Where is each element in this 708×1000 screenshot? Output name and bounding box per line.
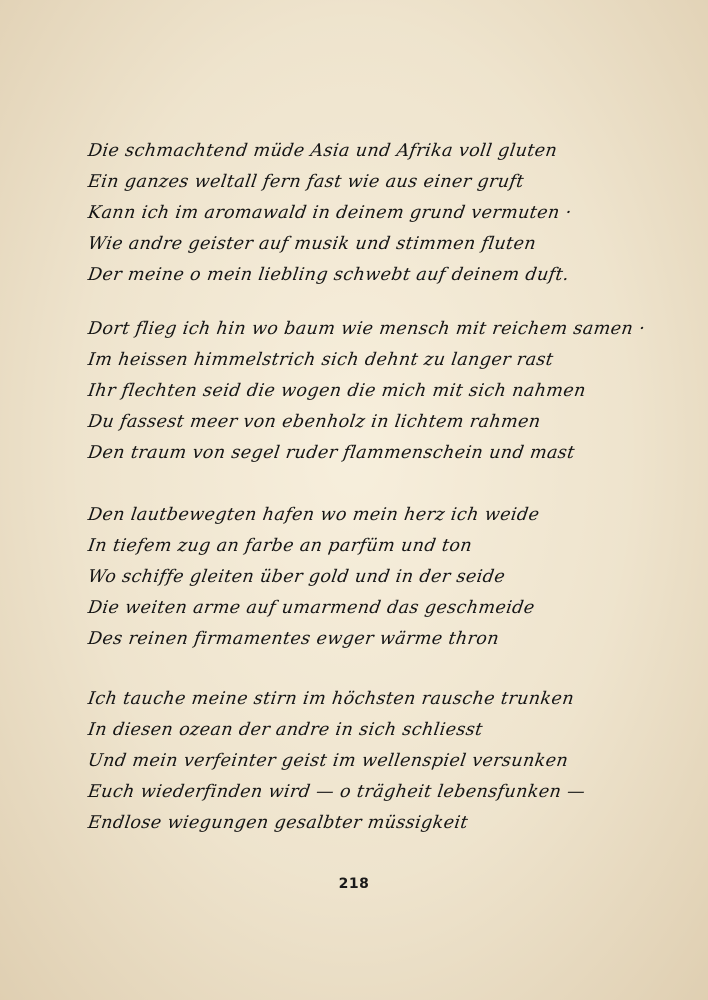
verse-line: Wie andre geister auf musik und stimmen fluten — [86, 234, 538, 254]
verse-line: Der meine o mein liebling schwebt auf deinem duft. — [86, 265, 571, 285]
page-number: 218 — [338, 876, 370, 892]
stanza-3 — [88, 500, 668, 655]
verse-line: Den traum von segel ruder flammenschein und mast — [86, 443, 577, 463]
verse-line: Ihr flechten seid die wogen die mich mit sich nahmen — [86, 381, 588, 401]
verse-line: Ich tauche meine stirn im höchsten rausche trunken — [86, 689, 576, 709]
verse-line: Und mein verfeinter geist im wellenspiel versunken — [86, 751, 570, 771]
verse-line: Des reinen firmamentes ewger wärme thron — [86, 629, 501, 649]
verse-line: In tiefem zug an farbe an parfüm und ton — [86, 536, 474, 556]
verse-line: Die schmachtend müde Asia und Afrika voll gluten — [86, 141, 559, 161]
verse-line: Kann ich im aromawald in deinem grund vermuten · — [86, 203, 573, 223]
stanza-2 — [88, 314, 668, 469]
verse-line: In diesen ozean der andre in sich schliesst — [86, 720, 485, 740]
stanza-1 — [88, 136, 668, 291]
verse-line: Den lautbewegten hafen wo mein herz ich weide — [86, 505, 541, 525]
stanza-4 — [88, 684, 668, 839]
verse-line: Dort flieg ich hin wo baum wie mensch mit reichem samen · — [86, 319, 647, 339]
verse-line: Endlose wiegungen gesalbter müssigkeit — [86, 813, 470, 833]
verse-line: Ein ganzes weltall fern fast wie aus einer gruft — [86, 172, 526, 192]
verse-line: Euch wiederfinden wird — o trägheit lebensfunken — — [86, 782, 587, 802]
verse-line: Im heissen himmelstrich sich dehnt zu langer rast — [86, 350, 555, 370]
verse-line: Die weiten arme auf umarmend das geschmeide — [86, 598, 536, 618]
verse-line: Du fassest meer von ebenholz in lichtem rahmen — [86, 412, 542, 432]
verse-line: Wo schiffe gleiten über gold und in der seide — [86, 567, 507, 587]
